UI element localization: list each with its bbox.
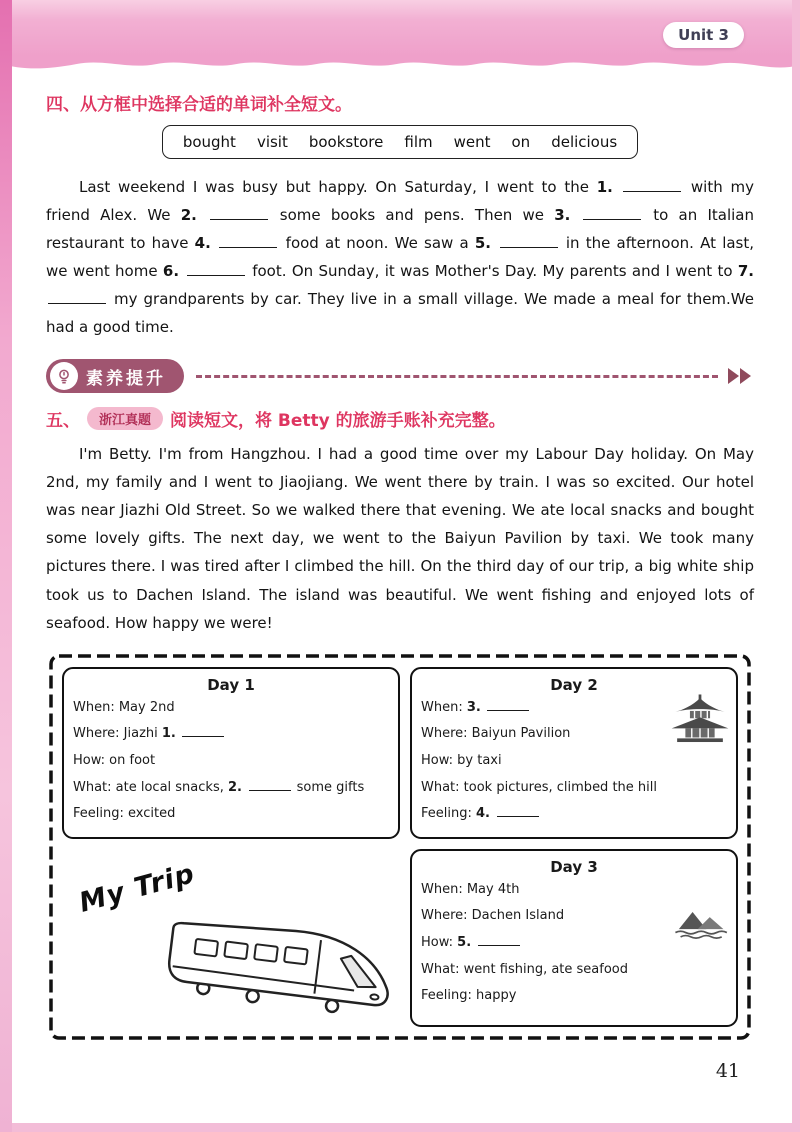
card-line: Where: Baiyun Pavilion	[421, 726, 571, 742]
day2-card	[410, 667, 738, 839]
card-line: Feeling: happy	[421, 988, 517, 1004]
cloze-passage: Last weekend I was busy but happy. On Saturday, I went to the 1. with my friend Alex. We 2. some books and pens. Then we 3. to an Italian restaurant to have 4. food at noon. We saw a 5. in the afternoon. At last, we went home 6. foot. On Sunday, it was Mother's Day. My parents and I went to 7. my grandparents by car. They live in a small village. We made a meal for them.We had a good time.	[46, 178, 755, 337]
reading-passage: I'm Betty. I'm from Hangzhou. I had a good time over my Labour Day holiday. On May 2nd, my family and I went to Jiaojiang. We went there by train. I was so excited. Our hotel was near Jiazhi Old Street. So we walked there that evening. We ate local snacks and bought some lovely gifts. The next day, we went to the Baiyun Pavilion by taxi. We took many pictures there. I was tired after I climbed the hill. On the third day of our trip, a big white ship took us to Dachen Island. The island was beautiful. We went fishing and enjoyed lots of seafood. How happy we were!	[46, 445, 754, 632]
page-edge-bottom	[0, 1123, 800, 1132]
header-band	[0, 0, 800, 74]
card-line: How: 5.	[421, 930, 727, 957]
word-box-item: bought	[182, 133, 236, 151]
card-line: When: May 4th	[421, 881, 520, 897]
card-line: Where: Dachen Island	[421, 908, 565, 924]
card-line: How: by taxi	[421, 752, 502, 768]
page-number: 41	[715, 1060, 740, 1082]
island-illustration	[672, 905, 732, 943]
day1-card	[62, 667, 400, 839]
card-line: Feeling: 4.	[421, 801, 727, 828]
my-trip-label: My Trip	[76, 857, 199, 919]
section5-heading	[46, 406, 754, 431]
word-box-item: on	[511, 133, 531, 151]
trip-art-area	[62, 849, 400, 1027]
card-line: How: on foot	[73, 752, 156, 768]
lightbulb-icon	[50, 362, 78, 390]
card-line: Where: Jiazhi 1.	[73, 721, 389, 748]
banner-label: 素养提升	[86, 368, 166, 389]
double-arrow-icon	[728, 367, 754, 385]
word-box-item: bookstore	[308, 133, 384, 151]
day1-title: Day 1	[207, 675, 255, 694]
card-line: What: ate local snacks, 2. some gifts	[73, 779, 365, 795]
train-illustration	[152, 901, 404, 1023]
header-wave	[0, 56, 800, 74]
journal-grid	[62, 667, 738, 1027]
word-box-item: went	[453, 133, 491, 151]
section5-number: 五、	[46, 411, 80, 432]
word-box-item: visit	[256, 133, 288, 151]
card-line: When: 3.	[421, 695, 727, 722]
trip-journal-frame	[46, 651, 754, 1043]
day2-title: Day 2	[550, 675, 598, 694]
dashed-line	[196, 375, 718, 378]
banner-pill	[46, 359, 184, 393]
card-line: What: took pictures, climbed the hill	[421, 779, 657, 795]
page-edge-left	[0, 0, 12, 1132]
section4-heading: 四、从方框中选择合适的单词补全短文。	[46, 95, 352, 115]
pavilion-illustration	[668, 693, 732, 749]
page-content	[46, 80, 754, 1043]
day3-title: Day 3	[550, 857, 598, 876]
unit-badge: Unit 3	[663, 22, 744, 48]
day3-card	[410, 849, 738, 1027]
card-line: Feeling: excited	[73, 806, 176, 822]
word-box-item: film	[404, 133, 433, 151]
word-box-item: delicious	[551, 133, 618, 151]
card-line: When: May 2nd	[73, 699, 175, 715]
word-box	[162, 125, 638, 159]
section5-title: 阅读短文，将 Betty 的旅游手账补充完整。	[170, 411, 506, 432]
card-line: What: went fishing, ate seafood	[421, 961, 629, 977]
exam-source-badge: 浙江真题	[87, 407, 163, 430]
page-edge-right	[792, 0, 800, 1132]
competency-banner	[46, 359, 754, 393]
